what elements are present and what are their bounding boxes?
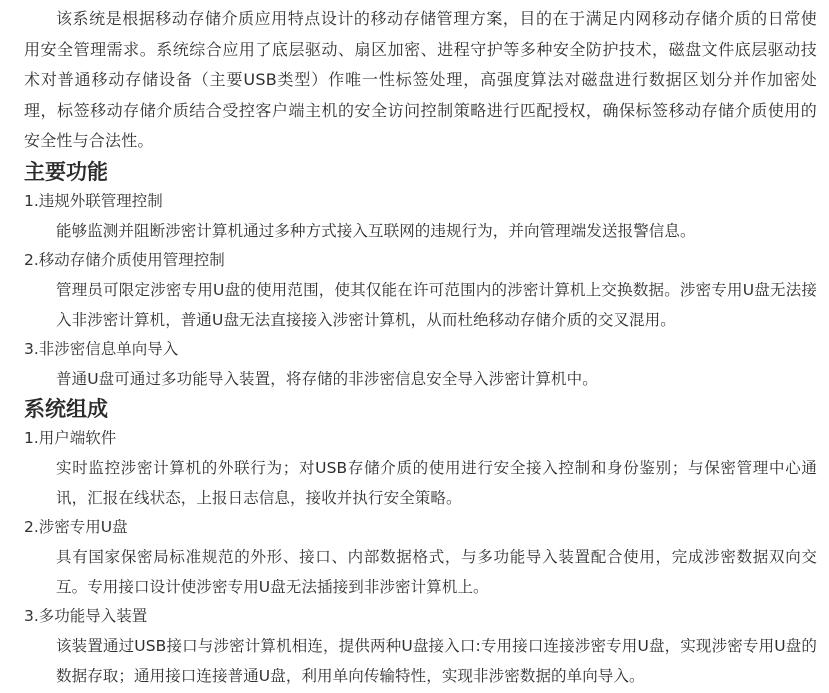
- item-heading-media-control: 2.移动存储介质使用管理控制: [24, 250, 225, 269]
- section-title-system-composition: 系统组成: [24, 396, 108, 421]
- item-heading-client-software: 1.用户端软件: [24, 428, 117, 447]
- item-text-media-control: 管理员可限定涉密专用U盘的使用范围，使其仅能在许可范围内的涉密计算机上交换数据。涉密专用U盘无法接入非涉密计算机，普通U盘无法直接接入涉密计算机，从而杜绝移动存储介质的交叉混用。: [56, 280, 817, 329]
- section-title-main-functions: 主要功能: [24, 159, 108, 184]
- item-text-client-software: 实时监控涉密计算机的外联行为；对USB存储介质的使用进行安全接入控制和身份鉴别；与保密管理中心通讯，汇报在线状态，上报日志信息，接收并执行安全策略。: [56, 458, 817, 507]
- intro-paragraph: 该系统是根据移动存储介质应用特点设计的移动存储管理方案，目的在于满足内网移动存储介质的日常使用安全管理需求。系统综合应用了底层驱动、扇区加密、进程守护等多种安全防护技术，磁盘文件底层驱动技术对普通移动存储设备（主要USB类型）作唯一性标签处理，高强度算法对磁盘进行数据区划分并作加密处理，标签移动存储介质结合受控客户端主机的安全访问控制策略进行匹配授权，确保标签移动存储介质使用的安全性与合法性。: [24, 9, 817, 150]
- item-text-secure-usb: 具有国家保密局标准规范的外形、接口、内部数据格式，与多功能导入装置配合使用，完成涉密数据双向交互。专用接口设计使涉密专用U盘无法插接到非涉密计算机上。: [56, 547, 817, 596]
- item-heading-secure-usb: 2.涉密专用U盘: [24, 517, 128, 536]
- item-heading-import-device: 3.多功能导入装置: [24, 606, 148, 625]
- item-heading-outbound-control: 1.违规外联管理控制: [24, 191, 163, 210]
- item-heading-one-way-import: 3.非涉密信息单向导入: [24, 339, 179, 358]
- item-text-import-device: 该装置通过USB接口与涉密计算机相连，提供两种U盘接入口:专用接口连接涉密专用U盘，实现涉密专用U盘的数据存取；通用接口连接普通U盘，利用单向传输特性，实现非涉密数据的单向导入。: [56, 636, 817, 685]
- item-text-outbound-control: 能够监测并阻断涉密计算机通过多种方式接入互联网的违规行为，并向管理端发送报警信息。: [56, 221, 696, 240]
- section-system-composition: [0, 394, 829, 691]
- section-main-functions: [0, 157, 829, 394]
- item-text-one-way-import: 普通U盘可通过多功能导入装置，将存储的非涉密信息安全导入涉密计算机中。: [56, 369, 598, 388]
